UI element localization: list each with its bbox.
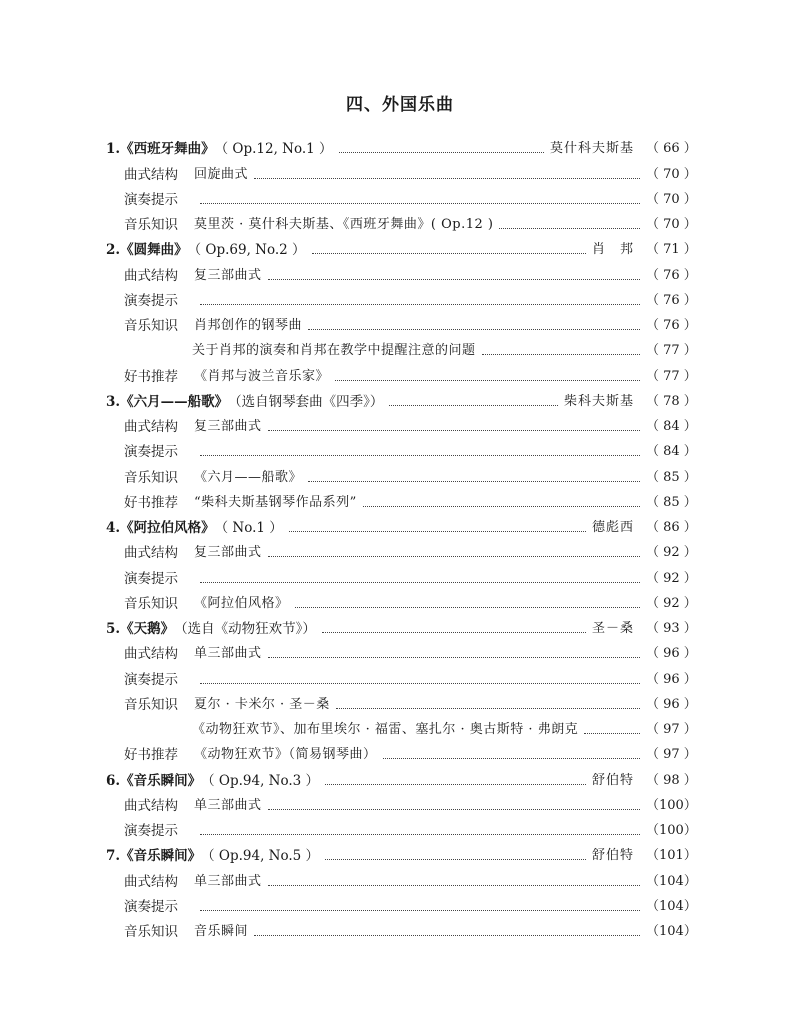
page-number: （ 92 ） [646, 595, 697, 611]
toc-subentry[interactable] [106, 310, 697, 335]
toc-subentry[interactable] [106, 335, 697, 360]
entry-description: 单三部曲式 [194, 873, 262, 889]
entry-category: 音乐知识 [124, 318, 178, 334]
entry-category: 好书推荐 [124, 747, 178, 764]
dot-leader [312, 252, 586, 254]
dot-leader [200, 909, 640, 911]
composer-name: 柴科夫斯基 [563, 393, 634, 409]
entry-description: 《动物狂欢节》（简易钢琴曲） [194, 747, 377, 763]
dot-leader [383, 757, 640, 759]
toc-subentry[interactable] [106, 739, 697, 764]
page-number: （ 70 ） [646, 217, 697, 232]
page-number: （ 76 ） [646, 318, 697, 333]
toc-subentry[interactable] [106, 360, 697, 385]
entry-category: 曲式结构 [124, 419, 178, 435]
toc-entry[interactable] [106, 133, 697, 158]
toc-subentry[interactable] [106, 461, 697, 486]
dot-leader [268, 555, 640, 557]
toc-entry[interactable] [106, 234, 697, 259]
toc-entry[interactable] [106, 386, 697, 411]
dot-leader [389, 404, 558, 406]
dot-leader [289, 530, 586, 532]
toc-subentry[interactable] [106, 259, 697, 284]
entry-subtitle: （选自《动物狂欢节》） [174, 621, 316, 637]
entry-description: 单三部曲式 [194, 797, 262, 813]
dot-leader [308, 328, 640, 330]
entry-description: “柴科夫斯基钢琴作品系列” [194, 494, 357, 510]
page-number: （ 97 ） [646, 747, 697, 763]
toc-entry[interactable] [106, 840, 697, 865]
entry-category: 演奏提示 [124, 898, 178, 915]
composer-name: 圣－桑 [591, 621, 634, 636]
page-number: （ 92 ） [646, 570, 697, 586]
toc-subentry[interactable] [106, 285, 697, 310]
entry-category: 音乐知识 [124, 217, 178, 233]
entry-category: 演奏提示 [124, 444, 178, 461]
entry-description: 回旋曲式 [194, 166, 249, 182]
entry-description: 夏尔 · 卡米尔 · 圣－桑 [194, 696, 330, 712]
toc-subentry[interactable] [106, 638, 697, 663]
page-number: （100） [646, 823, 697, 838]
dot-leader [325, 783, 586, 785]
toc-subentry[interactable] [106, 562, 697, 587]
entry-category: 演奏提示 [124, 292, 178, 309]
composer-name: 肖 邦 [591, 242, 634, 258]
toc-subentry[interactable] [106, 815, 697, 840]
toc-subentry[interactable] [106, 158, 697, 183]
entry-description: 莫里茨 · 莫什科夫斯基、《西班牙舞曲》( Op.12 ) [194, 217, 494, 232]
dot-leader [200, 682, 640, 684]
page-number: （ 84 ） [646, 419, 697, 434]
toc-subentry[interactable] [106, 916, 697, 941]
dot-leader [322, 631, 586, 633]
entry-title: 2.《圆舞曲》 [106, 242, 188, 259]
entry-category: 好书推荐 [124, 368, 178, 385]
entry-category: 曲式结构 [124, 267, 178, 284]
entry-category: 好书推荐 [124, 494, 178, 511]
dot-leader [254, 934, 640, 936]
dot-leader [268, 808, 640, 810]
composer-name: 舒伯特 [591, 772, 634, 788]
entry-description: 《阿拉伯风格》 [194, 595, 289, 611]
toc-entry[interactable] [106, 613, 697, 638]
dot-leader [200, 581, 640, 583]
entry-category: 曲式结构 [124, 545, 178, 562]
toc-subentry[interactable] [106, 588, 697, 613]
entry-title: 3.《六月——船歌》 [106, 393, 229, 410]
dot-leader [268, 656, 640, 658]
entry-description: 音乐瞬间 [194, 924, 249, 939]
page-number: （ 93 ） [646, 621, 697, 636]
entry-category: 音乐知识 [124, 696, 178, 713]
entry-description: 《六月——船歌》 [194, 469, 303, 485]
dot-leader [335, 379, 640, 381]
entry-description: 关于肖邦的演奏和肖邦在教学中提醒注意的问题 [192, 343, 476, 359]
entry-category: 音乐知识 [124, 469, 178, 486]
entry-subtitle: （ Op.94, No.5 ） [201, 848, 320, 865]
toc-entry[interactable] [106, 512, 697, 537]
page-number: （ 78 ） [646, 393, 697, 409]
entry-subtitle: （ No.1 ） [214, 520, 283, 536]
entry-description: 肖邦创作的钢琴曲 [194, 318, 303, 333]
entry-subtitle: （ Op.12, No.1 ） [214, 141, 333, 158]
page-number: （ 77 ） [646, 368, 697, 384]
composer-name: 德彪西 [591, 520, 634, 535]
toc-subentry[interactable] [106, 891, 697, 916]
toc-subentry[interactable] [106, 209, 697, 234]
dot-leader [200, 303, 640, 305]
entry-title: 4.《阿拉伯风格》 [106, 520, 215, 536]
page-number: （ 98 ） [646, 772, 697, 788]
entry-description: 复三部曲式 [194, 545, 262, 561]
dot-leader [584, 732, 640, 734]
dot-leader [325, 858, 586, 860]
entry-subtitle: （ Op.94, No.3 ） [201, 772, 320, 789]
toc-subentry[interactable] [106, 411, 697, 436]
entry-description: 《动物狂欢节》、加布里埃尔 · 福雷、塞扎尔 · 奥古斯特 · 弗朗克 [192, 722, 579, 737]
entry-category: 音乐知识 [124, 595, 178, 612]
entry-description: 复三部曲式 [194, 419, 262, 434]
page-number: （ 76 ） [646, 267, 697, 283]
dot-leader [308, 480, 640, 482]
dot-leader [336, 707, 640, 709]
page-number: （104） [646, 924, 697, 939]
table-of-contents [106, 133, 697, 941]
page-number: （ 85 ） [646, 494, 697, 510]
entry-description: 复三部曲式 [194, 267, 262, 283]
dot-leader [200, 202, 640, 204]
entry-category: 曲式结构 [124, 166, 178, 183]
dot-leader [200, 833, 640, 835]
dot-leader [499, 227, 640, 229]
entry-subtitle: （ Op.69, No.2 ） [187, 242, 306, 259]
page-number: （104） [646, 898, 697, 914]
entry-category: 演奏提示 [124, 570, 178, 587]
toc-entry[interactable] [106, 764, 697, 789]
entry-title: 5.《天鹅》 [106, 621, 175, 637]
toc-subentry[interactable] [106, 790, 697, 815]
entry-description: 《肖邦与波兰音乐家》 [194, 368, 330, 384]
page-number: （ 70 ） [646, 166, 697, 182]
page-number: （ 70 ） [646, 191, 697, 207]
entry-category: 演奏提示 [124, 823, 178, 839]
entry-title: 6.《音乐瞬间》 [106, 772, 202, 789]
page-number: （ 85 ） [646, 469, 697, 485]
toc-subentry[interactable] [106, 436, 697, 461]
dot-leader [268, 884, 640, 886]
composer-name: 莫什科夫斯基 [549, 141, 634, 157]
entry-description: 单三部曲式 [194, 646, 262, 662]
entry-category: 曲式结构 [124, 873, 178, 890]
page-number: （ 92 ） [646, 545, 697, 561]
toc-subentry[interactable] [106, 714, 697, 739]
page-number: （ 86 ） [646, 520, 697, 535]
entry-category: 演奏提示 [124, 671, 178, 688]
page-number: （ 97 ） [646, 722, 697, 737]
dot-leader [295, 606, 640, 608]
toc-subentry[interactable] [106, 537, 697, 562]
page-number: （ 76 ） [646, 292, 697, 308]
dot-leader [339, 151, 544, 153]
dot-leader [363, 505, 640, 507]
page-number: （ 77 ） [646, 343, 697, 359]
dot-leader [254, 177, 640, 179]
page-number: （ 96 ） [646, 696, 697, 712]
section-title: 四、外国乐曲 [346, 95, 454, 115]
page-number: （ 96 ） [646, 646, 697, 662]
dot-leader [200, 454, 640, 456]
entry-category: 曲式结构 [124, 646, 178, 663]
page-number: （ 96 ） [646, 671, 697, 687]
entry-category: 演奏提示 [124, 191, 178, 208]
dot-leader [482, 353, 640, 355]
dot-leader [268, 278, 640, 280]
toc-subentry[interactable] [106, 663, 697, 688]
toc-subentry[interactable] [106, 689, 697, 714]
page-number: （ 84 ） [646, 444, 697, 460]
composer-name: 舒伯特 [591, 848, 634, 864]
entry-subtitle: （选自钢琴套曲《四季》） [228, 393, 384, 410]
toc-subentry[interactable] [106, 487, 697, 512]
entry-category: 音乐知识 [124, 924, 178, 940]
page-number: （104） [646, 873, 697, 889]
page-number: （101） [646, 848, 697, 864]
entry-title: 7.《音乐瞬间》 [106, 848, 202, 865]
entry-title: 1.《西班牙舞曲》 [106, 141, 215, 158]
page-number: （ 66 ） [646, 141, 697, 157]
page-number: （100） [646, 797, 697, 813]
dot-leader [268, 429, 640, 431]
toc-subentry[interactable] [106, 865, 697, 890]
toc-subentry[interactable] [106, 184, 697, 209]
entry-category: 曲式结构 [124, 797, 178, 814]
page-number: （ 71 ） [646, 242, 697, 258]
